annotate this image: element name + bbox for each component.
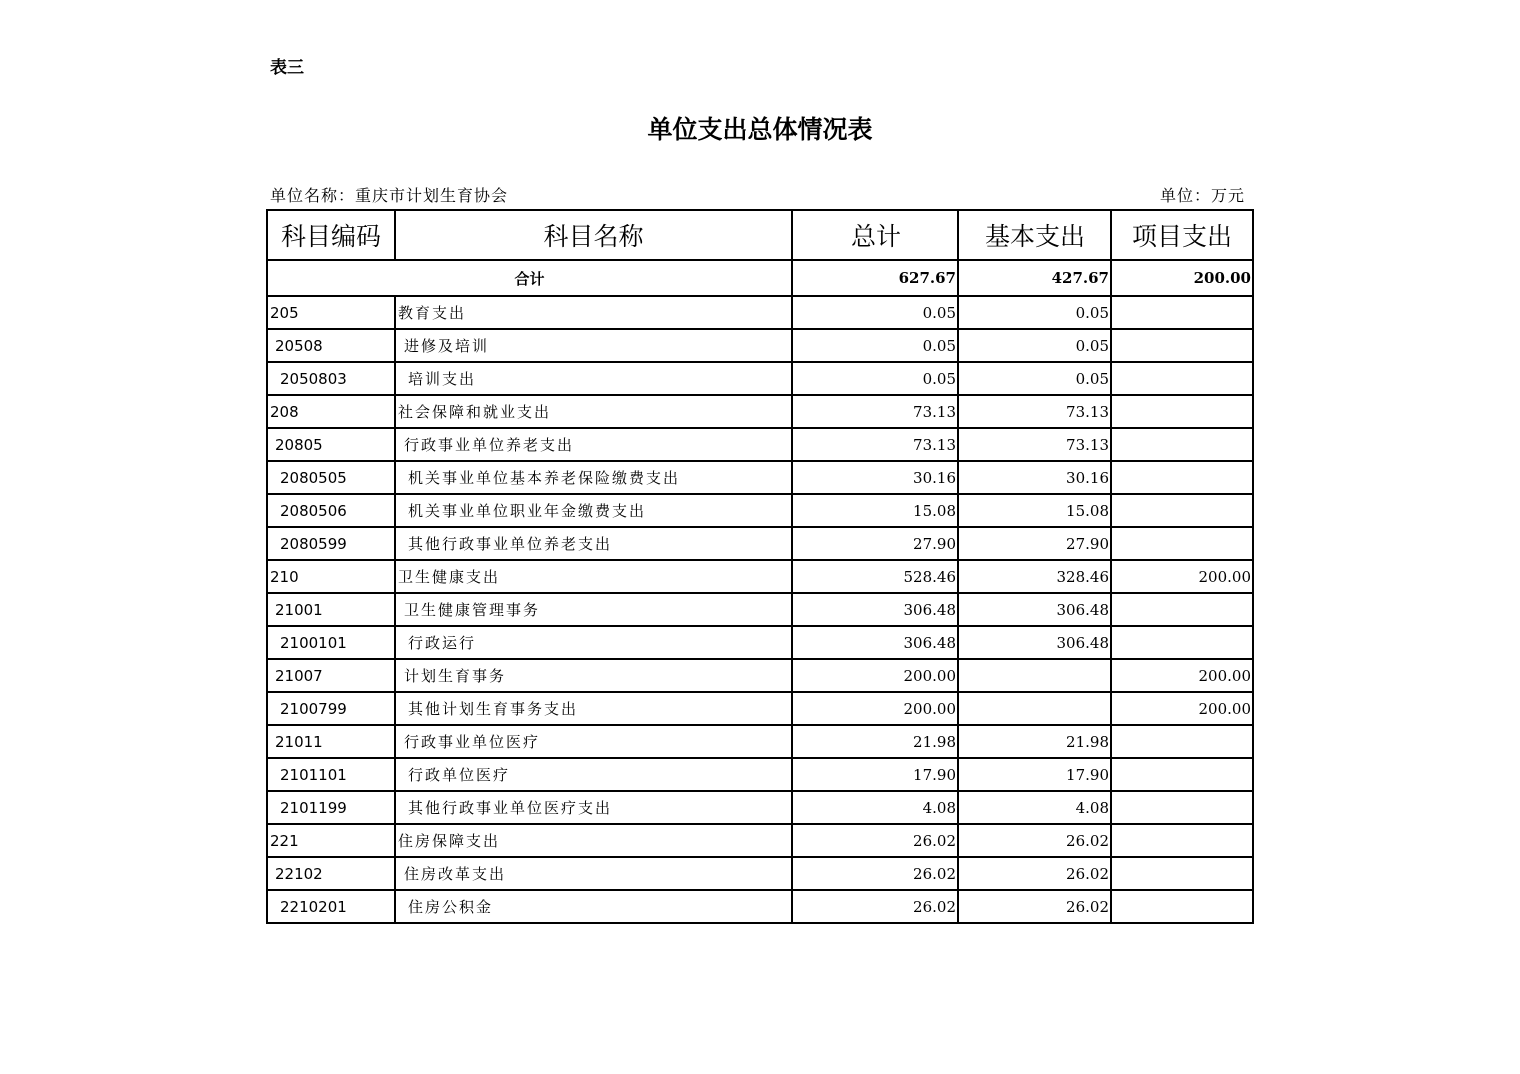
- row-code: 2101101: [267, 758, 395, 791]
- row-code: 2080599: [267, 527, 395, 560]
- table-row: [267, 692, 1253, 725]
- row-project: [1111, 824, 1253, 857]
- row-code: 2050803: [267, 362, 395, 395]
- row-code: 20805: [267, 428, 395, 461]
- row-basic: 30.16: [958, 461, 1111, 494]
- row-basic: 0.05: [958, 362, 1111, 395]
- row-name: 教育支出: [395, 296, 792, 329]
- row-project: [1111, 626, 1253, 659]
- row-code: 20508: [267, 329, 395, 362]
- row-project: [1111, 758, 1253, 791]
- row-code: 210: [267, 560, 395, 593]
- table-row: [267, 725, 1253, 758]
- row-code: 221: [267, 824, 395, 857]
- row-total: 0.05: [792, 329, 958, 362]
- row-name: 行政运行: [395, 626, 792, 659]
- currency-unit-label: 单位：万元: [1160, 186, 1246, 205]
- row-basic: 328.46: [958, 560, 1111, 593]
- table-row: [267, 461, 1253, 494]
- row-basic: 17.90: [958, 758, 1111, 791]
- row-code: 2080505: [267, 461, 395, 494]
- row-project: [1111, 527, 1253, 560]
- row-total: 306.48: [792, 593, 958, 626]
- row-code: 2100799: [267, 692, 395, 725]
- table-row: [267, 494, 1253, 527]
- row-project: 200.00: [1111, 692, 1253, 725]
- row-total: 0.05: [792, 362, 958, 395]
- row-total: 528.46: [792, 560, 958, 593]
- row-code: 2210201: [267, 890, 395, 923]
- row-project: 200.00: [1111, 560, 1253, 593]
- row-name: 机关事业单位基本养老保险缴费支出: [395, 461, 792, 494]
- row-total: 27.90: [792, 527, 958, 560]
- unit-name-label: 单位名称：重庆市计划生育协会: [270, 186, 509, 205]
- row-total: 26.02: [792, 857, 958, 890]
- table-row: [267, 296, 1253, 329]
- row-total: 200.00: [792, 692, 958, 725]
- row-total: 17.90: [792, 758, 958, 791]
- row-name: 社会保障和就业支出: [395, 395, 792, 428]
- table-row: [267, 857, 1253, 890]
- table-row: [267, 395, 1253, 428]
- row-total: 200.00: [792, 659, 958, 692]
- row-name: 其他行政事业单位医疗支出: [395, 791, 792, 824]
- row-code: 208: [267, 395, 395, 428]
- row-project: [1111, 329, 1253, 362]
- row-total: 306.48: [792, 626, 958, 659]
- row-basic: 26.02: [958, 824, 1111, 857]
- table-row: [267, 560, 1253, 593]
- row-name: 进修及培训: [395, 329, 792, 362]
- row-project: [1111, 296, 1253, 329]
- row-project: [1111, 791, 1253, 824]
- table-row: [267, 824, 1253, 857]
- expenditure-table: [266, 209, 1254, 924]
- row-total: 73.13: [792, 395, 958, 428]
- row-name: 住房改革支出: [395, 857, 792, 890]
- table-row: [267, 527, 1253, 560]
- row-name: 机关事业单位职业年金缴费支出: [395, 494, 792, 527]
- row-basic: 73.13: [958, 395, 1111, 428]
- row-project: [1111, 593, 1253, 626]
- header-code: 科目编码: [267, 210, 395, 260]
- header-row: [267, 210, 1253, 260]
- header-name: 科目名称: [395, 210, 792, 260]
- row-code: 2101199: [267, 791, 395, 824]
- row-basic: 15.08: [958, 494, 1111, 527]
- table-row: [267, 626, 1253, 659]
- row-total: 4.08: [792, 791, 958, 824]
- sheet-label: 表三: [270, 58, 304, 78]
- row-name: 行政事业单位医疗: [395, 725, 792, 758]
- row-name: 卫生健康管理事务: [395, 593, 792, 626]
- row-name: 培训支出: [395, 362, 792, 395]
- row-project: [1111, 494, 1253, 527]
- total-total: 627.67: [792, 260, 958, 296]
- table-row: [267, 593, 1253, 626]
- row-total: 26.02: [792, 824, 958, 857]
- header-total: 总计: [792, 210, 958, 260]
- row-total: 15.08: [792, 494, 958, 527]
- row-code: 21011: [267, 725, 395, 758]
- row-basic: [958, 659, 1111, 692]
- total-label: 合计: [267, 260, 792, 296]
- row-code: 21007: [267, 659, 395, 692]
- row-total: 0.05: [792, 296, 958, 329]
- total-project: 200.00: [1111, 260, 1253, 296]
- row-project: 200.00: [1111, 659, 1253, 692]
- total-row: [267, 260, 1253, 296]
- row-basic: [958, 692, 1111, 725]
- row-total: 73.13: [792, 428, 958, 461]
- row-name: 其他计划生育事务支出: [395, 692, 792, 725]
- row-code: 2080506: [267, 494, 395, 527]
- row-total: 26.02: [792, 890, 958, 923]
- row-name: 行政单位医疗: [395, 758, 792, 791]
- header-basic: 基本支出: [958, 210, 1111, 260]
- row-basic: 4.08: [958, 791, 1111, 824]
- row-basic: 26.02: [958, 890, 1111, 923]
- row-basic: 306.48: [958, 593, 1111, 626]
- row-basic: 26.02: [958, 857, 1111, 890]
- row-name: 住房保障支出: [395, 824, 792, 857]
- table-row: [267, 428, 1253, 461]
- row-project: [1111, 890, 1253, 923]
- row-project: [1111, 395, 1253, 428]
- row-basic: 0.05: [958, 329, 1111, 362]
- row-name: 住房公积金: [395, 890, 792, 923]
- row-basic: 306.48: [958, 626, 1111, 659]
- row-code: 2100101: [267, 626, 395, 659]
- row-code: 22102: [267, 857, 395, 890]
- row-basic: 73.13: [958, 428, 1111, 461]
- table-row: [267, 362, 1253, 395]
- row-code: 21001: [267, 593, 395, 626]
- row-total: 21.98: [792, 725, 958, 758]
- row-basic: 21.98: [958, 725, 1111, 758]
- row-basic: 27.90: [958, 527, 1111, 560]
- row-code: 205: [267, 296, 395, 329]
- table-row: [267, 329, 1253, 362]
- row-name: 计划生育事务: [395, 659, 792, 692]
- row-name: 行政事业单位养老支出: [395, 428, 792, 461]
- table-row: [267, 758, 1253, 791]
- table-row: [267, 659, 1253, 692]
- header-project: 项目支出: [1111, 210, 1253, 260]
- row-name: 卫生健康支出: [395, 560, 792, 593]
- page-title: 单位支出总体情况表: [647, 115, 873, 144]
- row-name: 其他行政事业单位养老支出: [395, 527, 792, 560]
- row-project: [1111, 725, 1253, 758]
- total-basic: 427.67: [958, 260, 1111, 296]
- table-row: [267, 890, 1253, 923]
- row-basic: 0.05: [958, 296, 1111, 329]
- row-project: [1111, 461, 1253, 494]
- table-row: [267, 791, 1253, 824]
- row-total: 30.16: [792, 461, 958, 494]
- row-project: [1111, 857, 1253, 890]
- row-project: [1111, 428, 1253, 461]
- row-project: [1111, 362, 1253, 395]
